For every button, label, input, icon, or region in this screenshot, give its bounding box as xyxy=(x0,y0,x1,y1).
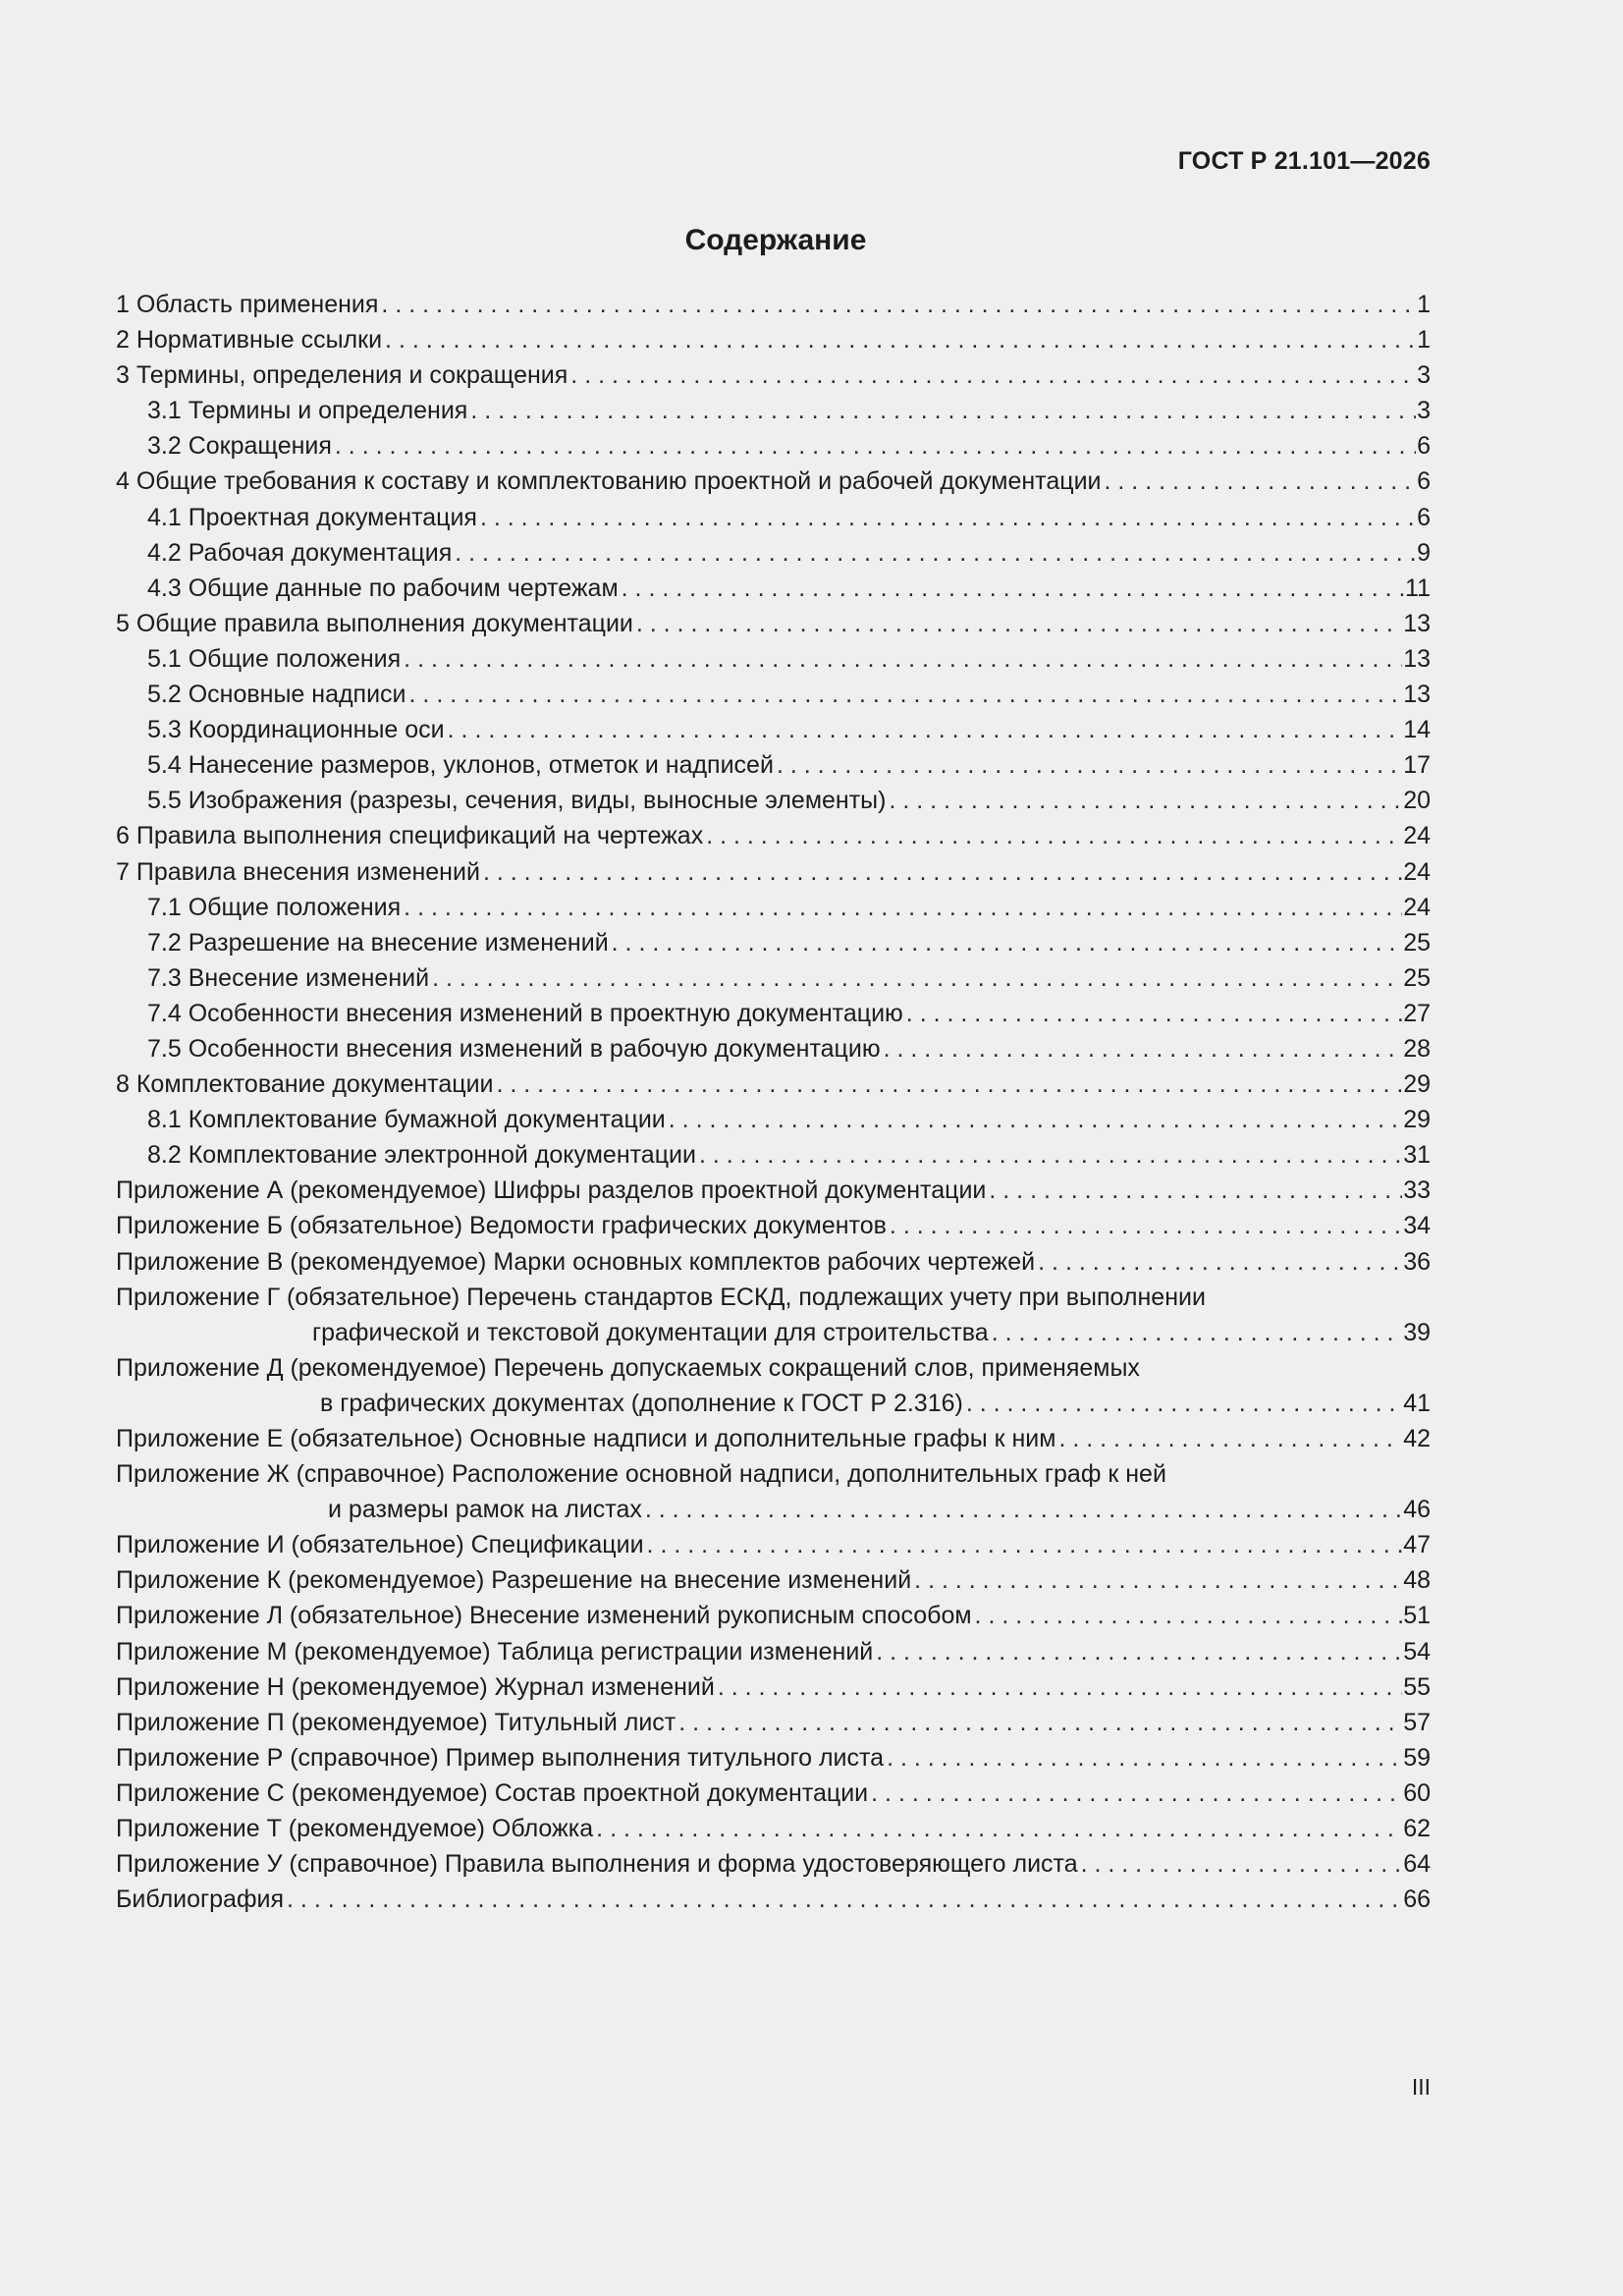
toc-entry-label: 8 Комплектование документации xyxy=(116,1070,494,1099)
toc-entry[interactable] xyxy=(116,1421,1431,1456)
toc-entry-label: Приложение Д (рекомендуемое) Перечень допускаемых сокращений слов, применяемых xyxy=(116,1353,1140,1382)
toc-entry[interactable] xyxy=(116,1669,1431,1705)
toc-entry[interactable] xyxy=(116,890,1431,925)
toc-entry-label: 7.1 Общие положения xyxy=(147,893,402,921)
toc-entry-label: 7.3 Внесение изменений xyxy=(147,963,430,992)
dot-leader xyxy=(335,428,1416,464)
toc-entry-page: 13 xyxy=(1403,609,1431,637)
dot-leader xyxy=(645,1492,1402,1527)
toc-entry[interactable] xyxy=(116,747,1431,783)
dot-leader xyxy=(448,712,1403,747)
dot-leader xyxy=(470,393,1416,428)
toc-entry-page: 3 xyxy=(1417,397,1431,425)
dot-leader xyxy=(455,535,1416,571)
document-code: ГОСТ Р 21.101—2026 xyxy=(1177,147,1431,175)
toc-entry-label-continuation: в графических документах (дополнение к ГОСТ Р 2.316) xyxy=(320,1389,963,1417)
dot-leader xyxy=(385,322,1416,357)
toc-entry-first-line xyxy=(116,1350,1431,1386)
toc-entry[interactable] xyxy=(116,322,1431,357)
dot-leader xyxy=(992,1315,1402,1350)
toc-entry[interactable] xyxy=(116,1031,1431,1066)
dot-leader xyxy=(404,641,1402,677)
toc-entry-label: 8.1 Комплектование бумажной документации xyxy=(147,1106,666,1134)
toc-entry[interactable] xyxy=(116,996,1431,1031)
toc-entry-label: 4.2 Рабочая документация xyxy=(147,538,453,567)
toc-entry-label: 3.2 Сокращения xyxy=(147,432,332,461)
toc-entry[interactable] xyxy=(116,1776,1431,1811)
toc-entry[interactable] xyxy=(116,1492,1431,1527)
dot-leader xyxy=(889,783,1402,818)
toc-entry-label: Приложение Л (обязательное) Внесение изменений рукописным способом xyxy=(116,1602,972,1630)
dot-leader xyxy=(871,1776,1402,1811)
toc-entry[interactable] xyxy=(116,1386,1431,1421)
toc-entry[interactable] xyxy=(116,535,1431,571)
toc-entry-label: Приложение А (рекомендуемое) Шифры разделов проектной документации xyxy=(116,1176,987,1205)
dot-leader xyxy=(636,606,1402,641)
toc-entry[interactable] xyxy=(116,783,1431,818)
toc-entry-label: Приложение Ж (справочное) Расположение основной надписи, дополнительных граф к ней xyxy=(116,1460,1166,1489)
toc-entry-label: Приложение Е (обязательное) Основные надписи и дополнительные графы к ним xyxy=(116,1425,1056,1452)
toc-entry-label: 5.4 Нанесение размеров, уклонов, отметок и надписей xyxy=(147,751,774,780)
toc-entry-page: 60 xyxy=(1403,1778,1431,1807)
toc-entry[interactable] xyxy=(116,1173,1431,1208)
toc-entry[interactable] xyxy=(116,641,1431,677)
toc-entry-page: 14 xyxy=(1403,716,1431,744)
toc-entry-page: 20 xyxy=(1403,787,1431,815)
toc-entry-label: Приложение Р (справочное) Пример выполнения титульного листа xyxy=(116,1743,885,1772)
toc-entry[interactable] xyxy=(116,1244,1431,1280)
toc-entry[interactable] xyxy=(116,1705,1431,1740)
toc-entry-page: 42 xyxy=(1403,1425,1431,1452)
dot-leader xyxy=(678,1705,1402,1740)
dot-leader xyxy=(884,1031,1403,1066)
dot-leader xyxy=(612,925,1403,960)
toc-entry[interactable] xyxy=(116,500,1431,535)
toc-entry-label: Приложение Н (рекомендуемое) Журнал изменений xyxy=(116,1672,715,1701)
toc-entry[interactable] xyxy=(116,428,1431,464)
dot-leader xyxy=(975,1598,1403,1633)
toc-entry[interactable] xyxy=(116,606,1431,641)
toc-entry[interactable] xyxy=(116,1740,1431,1776)
toc-entry-page: 13 xyxy=(1403,681,1431,709)
dot-leader xyxy=(570,357,1416,393)
toc-entry-page: 25 xyxy=(1403,963,1431,992)
toc-entry-label: 1 Область применения xyxy=(116,291,379,318)
dot-leader xyxy=(647,1527,1403,1562)
toc-entry-first-line xyxy=(116,1280,1431,1315)
toc-entry[interactable] xyxy=(116,1527,1431,1562)
toc-entry-page: 11 xyxy=(1405,574,1431,602)
toc-entry-page: 6 xyxy=(1417,467,1431,496)
toc-entry[interactable] xyxy=(116,925,1431,960)
toc-entry[interactable] xyxy=(116,1598,1431,1633)
toc-entry[interactable] xyxy=(116,712,1431,747)
toc-entry-label: Приложение К (рекомендуемое) Разрешение на внесение изменений xyxy=(116,1566,912,1595)
dot-leader xyxy=(914,1562,1402,1598)
toc-entry-label-continuation: графической и текстовой документации для строительства xyxy=(312,1318,989,1346)
toc-entry[interactable] xyxy=(116,1208,1431,1243)
toc-entry-label: 7.4 Особенности внесения изменений в проектную документацию xyxy=(147,999,903,1027)
dot-leader xyxy=(596,1811,1402,1846)
toc-entry-page: 33 xyxy=(1403,1176,1431,1205)
toc-entry-label: Приложение М (рекомендуемое) Таблица регистрации изменений xyxy=(116,1637,874,1666)
dot-leader xyxy=(480,500,1416,535)
toc-entry[interactable] xyxy=(116,960,1431,996)
toc-entry-label-continuation: и размеры рамок на листах xyxy=(328,1496,642,1524)
dot-leader xyxy=(497,1066,1403,1102)
toc-entry-page: 64 xyxy=(1403,1850,1431,1879)
toc-entry[interactable] xyxy=(116,1066,1431,1102)
toc-entry-page: 1 xyxy=(1417,291,1431,318)
toc-entry-page: 6 xyxy=(1417,432,1431,461)
toc-entry-page: 3 xyxy=(1417,361,1431,390)
dot-leader xyxy=(887,1740,1402,1776)
toc-entry-label: Приложение С (рекомендуемое) Состав проектной документации xyxy=(116,1778,869,1807)
toc-entry[interactable] xyxy=(116,677,1431,712)
toc-entry-page: 13 xyxy=(1403,644,1431,673)
toc-entry[interactable] xyxy=(116,1102,1431,1137)
dot-leader xyxy=(432,960,1402,996)
toc-entry-label: 8.2 Комплектование электронной документации xyxy=(147,1141,696,1170)
toc-entry[interactable] xyxy=(116,1882,1431,1917)
toc-entry-label: Библиография xyxy=(116,1886,285,1914)
dot-leader xyxy=(706,818,1402,853)
toc-entry-label: 3 Термины, определения и сокращения xyxy=(116,361,568,390)
toc-entry[interactable] xyxy=(116,287,1431,322)
toc-entry-label: 4.1 Проектная документация xyxy=(147,503,477,531)
toc-entry-page: 59 xyxy=(1403,1743,1431,1772)
toc-entry-page: 51 xyxy=(1403,1602,1431,1630)
toc-entry-label: 4 Общие требования к составу и комплектованию проектной и рабочей документации xyxy=(116,467,1102,496)
toc-entry-label: 5.2 Основные надписи xyxy=(147,681,406,709)
dot-leader xyxy=(622,571,1404,606)
toc-entry[interactable] xyxy=(116,1846,1431,1882)
toc-entry[interactable] xyxy=(116,818,1431,853)
toc-entry[interactable] xyxy=(116,1634,1431,1669)
toc-entry-page: 24 xyxy=(1403,893,1431,921)
dot-leader xyxy=(876,1634,1402,1669)
toc-entry-label: 5.1 Общие положения xyxy=(147,644,402,673)
toc-entry-label: Приложение П (рекомендуемое) Титульный лист xyxy=(116,1708,676,1736)
dot-leader xyxy=(989,1173,1402,1208)
page-number: III xyxy=(1411,2074,1431,2100)
toc-entry-label: 4.3 Общие данные по рабочим чертежам xyxy=(147,574,619,602)
toc-entry-page: 48 xyxy=(1403,1566,1431,1595)
toc-entry[interactable] xyxy=(116,393,1431,428)
toc-entry-page: 17 xyxy=(1403,751,1431,780)
dot-leader xyxy=(1038,1244,1402,1280)
toc-entry-page: 62 xyxy=(1403,1815,1431,1843)
toc-entry-label: 5 Общие правила выполнения документации xyxy=(116,609,633,637)
toc-entry-page: 29 xyxy=(1403,1070,1431,1099)
dot-leader xyxy=(381,287,1416,322)
toc-entry-page: 28 xyxy=(1403,1034,1431,1063)
dot-leader xyxy=(699,1137,1402,1173)
toc-entry[interactable] xyxy=(116,571,1431,606)
toc-entry-page: 24 xyxy=(1403,857,1431,886)
toc-entry-page: 1 xyxy=(1417,326,1431,355)
toc-entry-page: 29 xyxy=(1403,1106,1431,1134)
toc-entry-label: 5.3 Координационные оси xyxy=(147,716,445,744)
toc-entry-label: Приложение Г (обязательное) Перечень стандартов ЕСКД, подлежащих учету при выполнении xyxy=(116,1283,1206,1311)
toc-entry-label: Приложение У (справочное) Правила выполнения и форма удостоверяющего листа xyxy=(116,1850,1078,1879)
toc-entry-label: 6 Правила выполнения спецификаций на чертежах xyxy=(116,822,704,850)
toc-entry-page: 55 xyxy=(1403,1672,1431,1701)
toc-entry-page: 57 xyxy=(1403,1708,1431,1736)
dot-leader xyxy=(404,890,1402,925)
toc-entry-label: 7.2 Разрешение на внесение изменений xyxy=(147,928,609,957)
toc-entry-page: 54 xyxy=(1403,1637,1431,1666)
toc-entry-page: 25 xyxy=(1403,928,1431,957)
toc-entry-page: 36 xyxy=(1403,1247,1431,1276)
dot-leader xyxy=(409,677,1403,712)
toc-entry-label: 3.1 Термины и определения xyxy=(147,397,468,425)
toc-entry[interactable] xyxy=(116,464,1431,499)
toc-entry-label: 5.5 Изображения (разрезы, сечения, виды, выносные элементы) xyxy=(147,787,887,815)
toc-entry-label: 2 Нормативные ссылки xyxy=(116,326,383,355)
dot-leader xyxy=(1105,464,1417,499)
dot-leader xyxy=(287,1882,1402,1917)
dot-leader xyxy=(669,1102,1402,1137)
dot-leader xyxy=(1081,1846,1403,1882)
toc-entry-first-line xyxy=(116,1456,1431,1492)
toc-entry-label: Приложение Т (рекомендуемое) Обложка xyxy=(116,1815,594,1843)
toc-entry-page: 39 xyxy=(1403,1318,1431,1346)
toc-entry-label: Приложение И (обязательное) Спецификации xyxy=(116,1531,644,1559)
toc-entry-label: 7.5 Особенности внесения изменений в рабочую документацию xyxy=(147,1034,881,1063)
dot-leader xyxy=(966,1386,1402,1421)
toc-entry[interactable] xyxy=(116,1137,1431,1173)
toc-entry[interactable] xyxy=(116,854,1431,890)
toc-entry-label: 7 Правила внесения изменений xyxy=(116,857,480,886)
toc-entry-label: Приложение Б (обязательное) Ведомости графических документов xyxy=(116,1212,887,1240)
toc-entry-page: 34 xyxy=(1403,1212,1431,1240)
table-of-contents xyxy=(116,287,1431,1917)
dot-leader xyxy=(906,996,1402,1031)
toc-entry-label: Приложение В (рекомендуемое) Марки основных комплектов рабочих чертежей xyxy=(116,1247,1036,1276)
toc-entry[interactable] xyxy=(116,1562,1431,1598)
page-title: Содержание xyxy=(684,224,867,256)
dot-leader xyxy=(777,747,1402,783)
toc-entry-page: 47 xyxy=(1403,1531,1431,1559)
toc-entry[interactable] xyxy=(116,1811,1431,1846)
toc-entry-page: 31 xyxy=(1403,1141,1431,1170)
toc-entry-page: 46 xyxy=(1403,1496,1431,1524)
toc-entry-page: 41 xyxy=(1403,1389,1431,1417)
toc-entry-page: 27 xyxy=(1403,999,1431,1027)
dot-leader xyxy=(718,1669,1402,1705)
toc-entry[interactable] xyxy=(116,1315,1431,1350)
toc-entry[interactable] xyxy=(116,357,1431,393)
toc-entry-page: 9 xyxy=(1417,538,1431,567)
dot-leader xyxy=(1058,1421,1402,1456)
dot-leader xyxy=(890,1208,1402,1243)
dot-leader xyxy=(483,854,1402,890)
toc-entry-page: 6 xyxy=(1417,503,1431,531)
toc-entry-page: 66 xyxy=(1403,1886,1431,1914)
toc-entry-page: 24 xyxy=(1403,822,1431,850)
